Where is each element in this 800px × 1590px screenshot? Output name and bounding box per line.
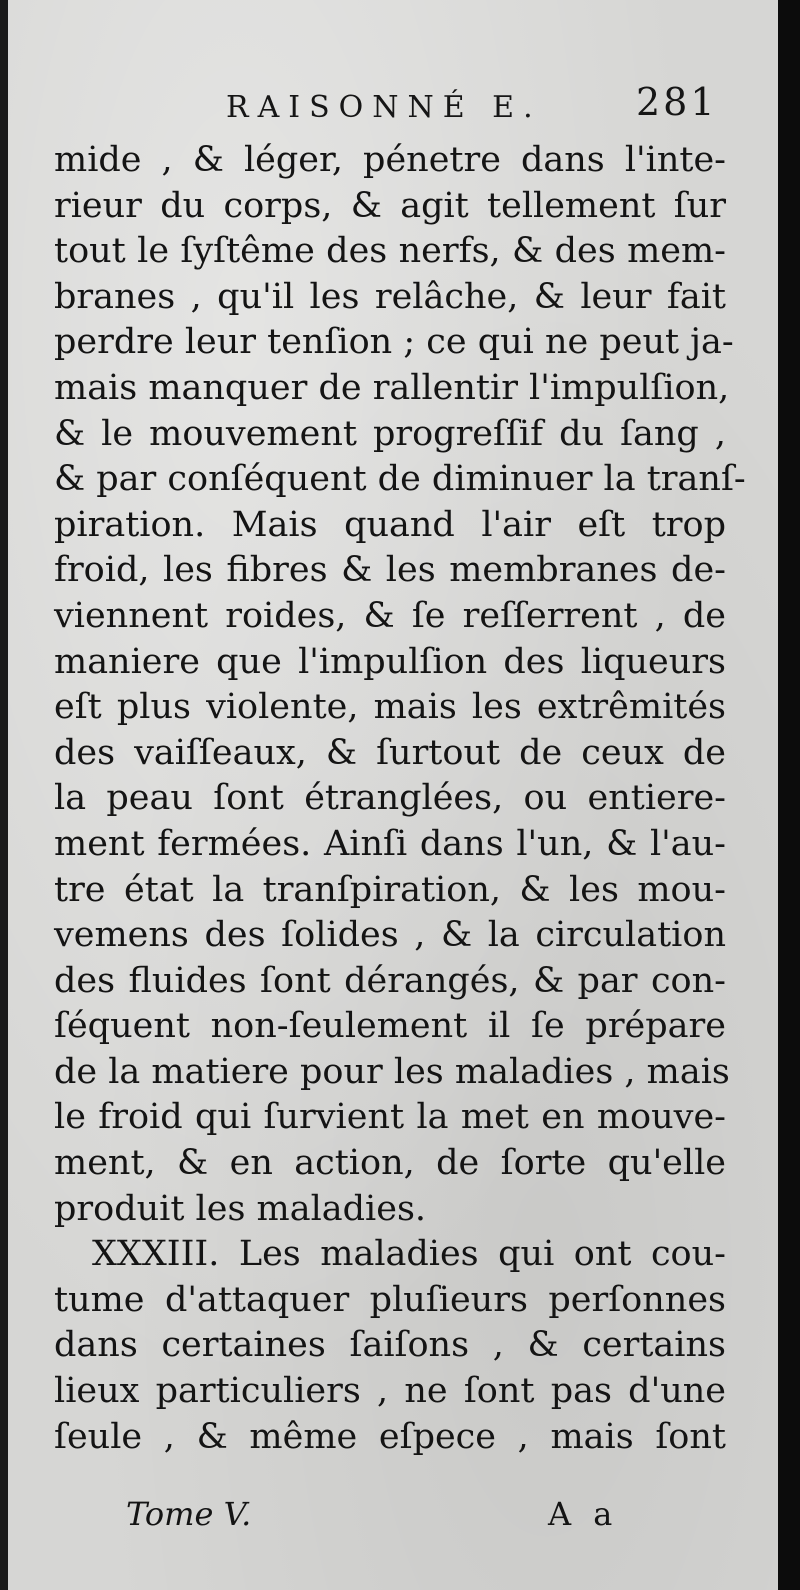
section-heading-line: XXXIII. Les maladies qui ont cou- xyxy=(92,1234,726,1275)
page-footer xyxy=(8,1495,778,1545)
scan-edge xyxy=(778,0,800,1590)
text-line: rieur du corps, & agit tellement ſur xyxy=(54,185,726,226)
text-line: de la matiere pour les maladies , mais xyxy=(54,1051,730,1092)
text-line: le froid qui ſurvient la met en mouve- xyxy=(54,1097,726,1138)
volume-label: Tome V. xyxy=(126,1495,252,1533)
text-line: des fluides ſont dérangés, & par con- xyxy=(54,960,726,1001)
text-line: piration. Mais quand l'air eſt trop xyxy=(54,504,726,545)
text-line: la peau ſont étranglées, ou entiere- xyxy=(54,778,726,819)
text-line: branes , qu'il les relâche, & leur fait xyxy=(54,276,726,317)
text-line: vemens des ſolides , & la circulation xyxy=(54,915,726,956)
text-line: dans certaines ſaiſons , & certains xyxy=(54,1325,726,1366)
text-line: & le mouvement progreſſif du ſang , xyxy=(54,413,726,454)
page-header xyxy=(8,78,778,138)
text-line: & par conſéquent de diminuer la tranſ- xyxy=(54,459,746,500)
text-line: ſéquent non-ſeulement il ſe prépare xyxy=(54,1006,726,1047)
book-page xyxy=(8,0,778,1590)
page-number: 281 xyxy=(636,80,718,124)
text-line: ment, & en action, de ſorte qu'elle xyxy=(54,1143,726,1184)
text-line: mide , & léger, pénetre dans l'inte- xyxy=(54,140,726,180)
text-line: lieux particuliers , ne ſont pas d'une xyxy=(54,1371,726,1412)
running-head: RAISONNÉ E. xyxy=(226,90,542,125)
text-line: mais manquer de rallentir l'impulſion, xyxy=(54,367,730,408)
text-line: maniere que l'impulſion des liqueurs xyxy=(54,641,726,682)
text-line: eſt plus violente, mais les extrêmités xyxy=(54,687,726,728)
text-line: froid, les fibres & les membranes de- xyxy=(54,550,726,591)
text-line: produit les maladies. xyxy=(54,1188,427,1229)
text-line: tume d'attaquer pluſieurs perſonnes xyxy=(54,1279,726,1320)
body-text xyxy=(54,138,746,1460)
text-line: tout le ſyſtême des nerfs, & des mem- xyxy=(54,231,726,272)
text-line: perdre leur tenſion ; ce qui ne peut ja- xyxy=(54,322,734,363)
text-line: tre état la tranſpiration, & les mou- xyxy=(54,869,726,910)
text-line: viennent roides, & ſe reſſerrent , de xyxy=(54,595,726,636)
text-line: ment fermées. Ainſi dans l'un, & l'au- xyxy=(54,823,726,864)
text-line: des vaiſſeaux, & ſurtout de ceux de xyxy=(54,732,726,773)
text-line: ſeule , & même eſpece , mais ſont xyxy=(54,1416,726,1457)
signature-mark: A a xyxy=(548,1495,619,1533)
